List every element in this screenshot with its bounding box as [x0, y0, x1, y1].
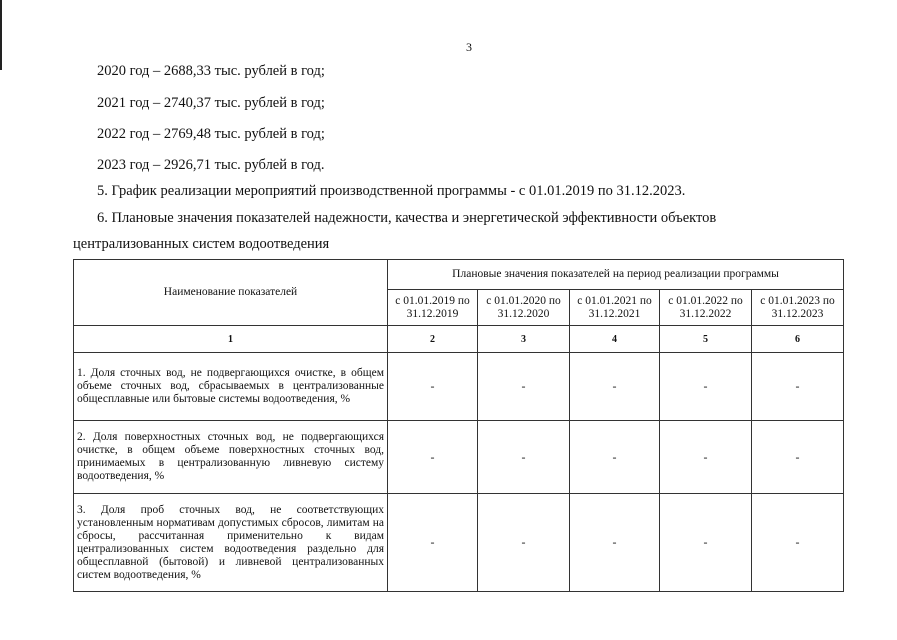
indicator-value: - [388, 353, 478, 421]
indicator-value: - [478, 421, 570, 494]
column-number: 2 [388, 326, 478, 353]
table-row [74, 421, 844, 494]
indicator-name: 3. Доля проб сточных вод, не соответствующих установленным нормативам допустимых сбросов, лимитам на сбросы, рассчитанная применительно к видам централизованных систем водоотведения раздельно для общесплавной (бытовой) и ливневой централизованных систем водоотведения, % [74, 494, 388, 592]
indicator-value: - [478, 494, 570, 592]
page-number: 3 [466, 40, 472, 54]
cost-line-2022: 2022 год – 2769,48 тыс. рублей в год; [97, 126, 325, 142]
indicator-value: - [388, 494, 478, 592]
indicator-name: 2. Доля поверхностных сточных вод, не подвергающихся очистке, в общем объеме поверхностных сточных вод, принимаемых в централизованную ливневую систему водоотведения, % [74, 421, 388, 494]
cost-line-2020: 2020 год – 2688,33 тыс. рублей в год; [97, 63, 325, 79]
indicator-value: - [752, 494, 844, 592]
header-period-2020: с 01.01.2020 по 31.12.2020 [478, 290, 570, 326]
column-number: 3 [478, 326, 570, 353]
indicator-value: - [570, 494, 660, 592]
page-edge-rule [0, 0, 2, 70]
indicator-value: - [478, 353, 570, 421]
header-planned-values: Плановые значения показателей на период реализации программы [388, 260, 844, 290]
column-number: 5 [660, 326, 752, 353]
column-number: 4 [570, 326, 660, 353]
indicator-value: - [388, 421, 478, 494]
indicator-value: - [752, 421, 844, 494]
header-period-2021: с 01.01.2021 по 31.12.2021 [570, 290, 660, 326]
column-number: 1 [74, 326, 388, 353]
header-period-2019: с 01.01.2019 по 31.12.2019 [388, 290, 478, 326]
table-row [74, 353, 844, 421]
column-number: 6 [752, 326, 844, 353]
indicator-value: - [660, 494, 752, 592]
cost-line-2021: 2021 год – 2740,37 тыс. рублей в год; [97, 95, 325, 111]
indicator-value: - [752, 353, 844, 421]
section-5-text: 5. График реализации мероприятий производственной программы - с 01.01.2019 по 31.12.2023. [97, 183, 686, 199]
table-row [74, 494, 844, 592]
table-column-number-row [74, 326, 844, 353]
table-header-row [74, 260, 844, 290]
section-6-text-line1: 6. Плановые значения показателей надежности, качества и энергетической эффективности объектов [97, 210, 717, 226]
header-period-2023: с 01.01.2023 по 31.12.2023 [752, 290, 844, 326]
indicator-value: - [660, 353, 752, 421]
header-indicator-name: Наименование показателей [74, 260, 388, 326]
cost-line-2023: 2023 год – 2926,71 тыс. рублей в год. [97, 157, 325, 173]
indicator-value: - [660, 421, 752, 494]
indicator-name: 1. Доля сточных вод, не подвергающихся очистке, в общем объеме сточных вод, сбрасываемых в централизованные общесплавные или бытовые системы водоотведения, % [74, 353, 388, 421]
indicators-table [73, 259, 844, 592]
section-6-text-line2: централизованных систем водоотведения [73, 236, 330, 252]
indicator-value: - [570, 353, 660, 421]
indicator-value: - [570, 421, 660, 494]
header-period-2022: с 01.01.2022 по 31.12.2022 [660, 290, 752, 326]
